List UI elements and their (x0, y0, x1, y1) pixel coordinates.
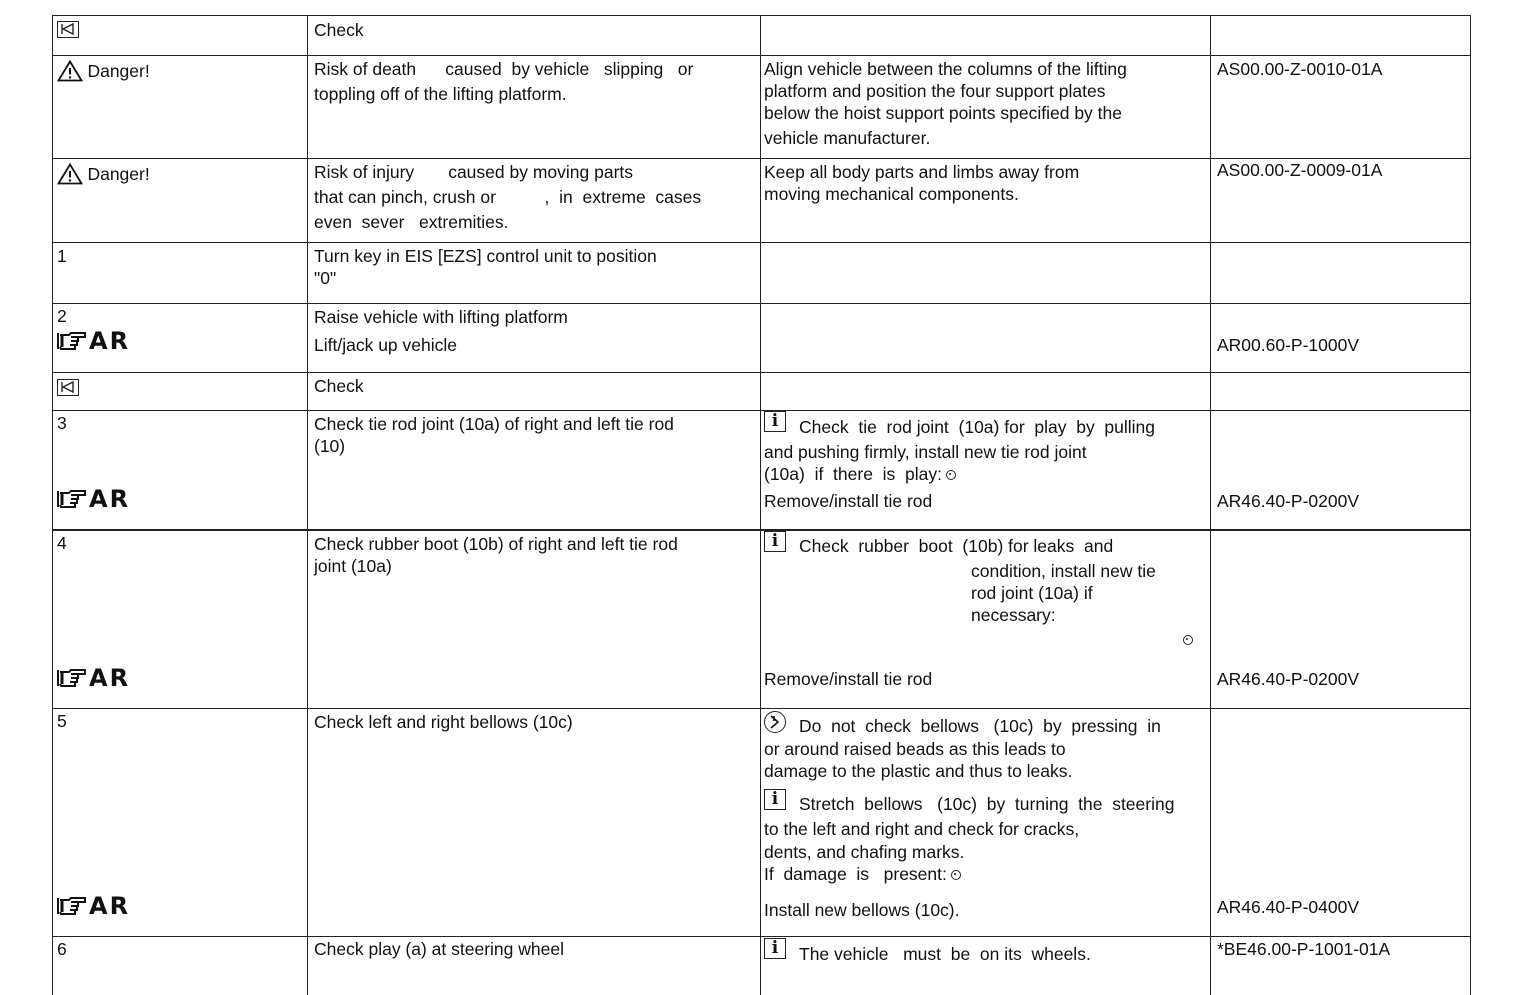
step-number: 1 (57, 246, 67, 266)
note-line: below the hoist support points specified by the (764, 103, 1122, 123)
action-line: "0" (314, 268, 337, 288)
pointing-hand-icon (56, 667, 88, 689)
reference-circle-icon (1183, 635, 1193, 645)
ref-cell (1211, 373, 1470, 410)
warning-triangle-icon (57, 163, 83, 185)
note-line: condition, install new tie (971, 561, 1156, 581)
danger-label: Danger! (57, 163, 150, 186)
ref-cell (1211, 937, 1470, 995)
doc-reference: AR46.40-P-0200V (1217, 491, 1360, 511)
table-row (53, 373, 1470, 411)
note-line: Keep all body parts and limbs away from (764, 162, 1080, 182)
note-cell (761, 56, 1211, 158)
note-action: Install new bellows (10c). (764, 900, 960, 920)
procedure-table (52, 15, 1471, 995)
note-cell (761, 373, 1211, 410)
ref-cell (1211, 159, 1470, 242)
step-number: 4 (57, 533, 67, 553)
note-cell (761, 531, 1211, 708)
step-cell (53, 56, 308, 158)
note-line: necessary: (971, 605, 1056, 625)
action-cell (308, 411, 761, 529)
doc-reference: AS00.00-Z-0009-01A (1217, 160, 1383, 180)
note-caution-icon (764, 711, 786, 733)
action-line: Check play (a) at steering wheel (314, 939, 564, 959)
doc-reference: AR00.60-P-1000V (1217, 335, 1360, 355)
danger-label: Danger! (57, 60, 150, 83)
action-line: Turn key in EIS [EZS] control unit to position (314, 246, 657, 266)
note-line: Check tie rod joint (10a) for play by pulling (799, 417, 1156, 437)
note-line: Check rubber boot (10b) for leaks and (799, 536, 1114, 556)
pointing-hand-icon (56, 895, 88, 917)
doc-reference: AS00.00-Z-0010-01A (1217, 59, 1383, 79)
note-action: Remove/install tie rod (764, 669, 933, 689)
table-row (53, 304, 1470, 373)
info-icon: i (764, 789, 786, 810)
action-cell (308, 373, 761, 410)
note-cell (761, 159, 1211, 242)
note-cell (761, 243, 1211, 303)
note-action: Remove/install tie rod (764, 491, 933, 511)
action-line: Risk of injury caused by moving parts (314, 162, 634, 182)
action-cell (308, 304, 761, 372)
step-number: 3 (57, 413, 67, 433)
step-number: 5 (57, 711, 67, 731)
action-cell (308, 243, 761, 303)
step-cell (53, 937, 308, 995)
doc-reference: *BE46.00-P-1001-01A (1217, 939, 1391, 959)
pointing-hand-icon (56, 488, 88, 510)
ar-reference-marker: AR (56, 485, 130, 513)
step-cell (53, 709, 308, 936)
info-icon: i (764, 531, 786, 552)
step-cell (53, 16, 308, 55)
step-cell (53, 159, 308, 242)
action-line: Raise vehicle with lifting platform (314, 307, 568, 327)
table-row (53, 159, 1470, 243)
action-line: joint (10a) (314, 556, 392, 576)
ref-cell (1211, 56, 1470, 158)
ref-cell (1211, 531, 1470, 708)
note-line: damage to the plastic and thus to leaks. (764, 761, 1073, 781)
note-line: rod joint (10a) if (971, 583, 1093, 603)
table-row (53, 56, 1470, 159)
action-line: even sever extremities. (314, 212, 509, 232)
ref-cell (1211, 411, 1470, 529)
action-line: Lift/jack up vehicle (314, 335, 457, 355)
pointing-hand-icon (56, 330, 88, 352)
note-line: or around raised beads as this leads to (764, 739, 1066, 759)
action-line: Risk of death caused by vehicle slipping or (314, 59, 694, 79)
ar-reference-marker: AR (56, 664, 130, 692)
info-icon: i (764, 411, 786, 432)
note-cell (761, 709, 1211, 936)
action-text: Check (314, 376, 364, 396)
action-cell (308, 16, 761, 55)
table-row (53, 243, 1470, 304)
step-cell (53, 243, 308, 303)
ref-cell (1211, 304, 1470, 372)
action-line: Check left and right bellows (10c) (314, 712, 573, 732)
ar-reference-marker: AR (56, 327, 130, 355)
step-cell (53, 373, 308, 410)
ref-cell (1211, 709, 1470, 936)
table-row (53, 709, 1470, 937)
table-row (53, 531, 1470, 709)
ref-cell (1211, 243, 1470, 303)
note-cell (761, 16, 1211, 55)
info-icon: i (764, 938, 786, 959)
action-text: Check (314, 20, 364, 40)
note-line: The vehicle must be on its wheels. (799, 944, 1091, 964)
check-icon (57, 379, 79, 396)
note-line: (10a) if there is play: (764, 463, 956, 486)
note-line: Do not check bellows (10c) by pressing in (799, 716, 1161, 736)
doc-reference: AR46.40-P-0200V (1217, 669, 1360, 689)
action-line: that can pinch, crush or , in extreme cases (314, 187, 702, 207)
action-cell (308, 159, 761, 242)
step-number: 2 (57, 306, 67, 326)
note-cell (761, 937, 1211, 995)
table-row (53, 411, 1470, 531)
ref-cell (1211, 16, 1470, 55)
action-line: Check rubber boot (10b) of right and left tie rod (314, 534, 678, 554)
note-line: to the left and right and check for cracks, (764, 819, 1080, 839)
note-line: Stretch bellows (10c) by turning the steering (799, 794, 1175, 814)
note-cell (761, 304, 1211, 372)
action-line: Check tie rod joint (10a) of right and left tie rod (314, 414, 674, 434)
action-line: toppling off of the lifting platform. (314, 84, 567, 104)
table-row (53, 937, 1470, 995)
note-line: Align vehicle between the columns of the lifting (764, 59, 1127, 79)
note-cell (761, 411, 1211, 529)
note-line: If damage is present: (764, 863, 961, 886)
step-cell (53, 411, 308, 529)
note-line: platform and position the four support plates (764, 81, 1106, 101)
step-number: 6 (57, 939, 67, 959)
check-icon (57, 21, 79, 38)
table-row (53, 16, 1470, 56)
warning-triangle-icon (57, 60, 83, 82)
action-cell (308, 709, 761, 936)
reference-circle-icon (946, 470, 956, 480)
note-line: moving mechanical components. (764, 184, 1019, 204)
action-cell (308, 531, 761, 708)
note-line: dents, and chafing marks. (764, 842, 965, 862)
action-line: (10) (314, 436, 346, 456)
note-line: and pushing firmly, install new tie rod joint (764, 442, 1087, 462)
step-cell (53, 304, 308, 372)
step-cell (53, 531, 308, 708)
action-cell (308, 56, 761, 158)
action-cell (308, 937, 761, 995)
reference-circle-icon (951, 870, 961, 880)
ar-reference-marker: AR (56, 892, 130, 920)
note-line: vehicle manufacturer. (764, 128, 931, 148)
doc-reference: AR46.40-P-0400V (1217, 897, 1360, 917)
